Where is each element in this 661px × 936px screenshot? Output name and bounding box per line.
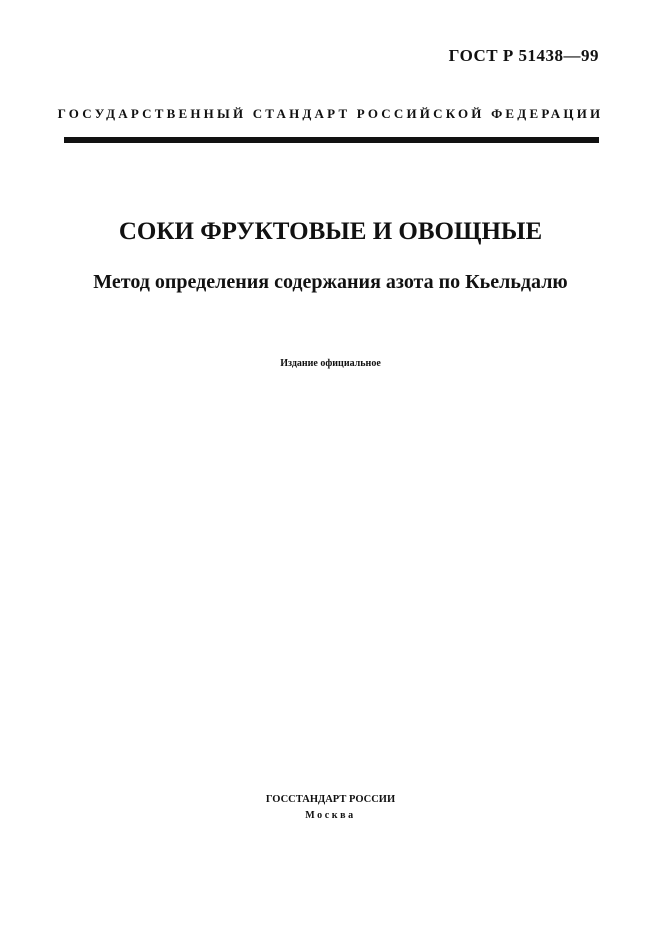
state-standard-heading: ГОСУДАРСТВЕННЫЙ СТАНДАРТ РОССИЙСКОЙ ФЕДЕРАЦИИ: [57, 106, 604, 121]
header-divider: [64, 137, 599, 143]
publication-city: Москва: [305, 810, 356, 821]
document-number: ГОСТ Р 51438—99: [448, 46, 599, 65]
page-subtitle: Метод определения содержания азота по Кьельдалю: [93, 271, 568, 293]
edition-note: Издание официальное: [280, 358, 381, 369]
publisher-name: ГОССТАНДАРТ РОССИИ: [265, 794, 396, 805]
page-title: СОКИ ФРУКТОВЫЕ И ОВОЩНЫЕ: [118, 218, 543, 245]
